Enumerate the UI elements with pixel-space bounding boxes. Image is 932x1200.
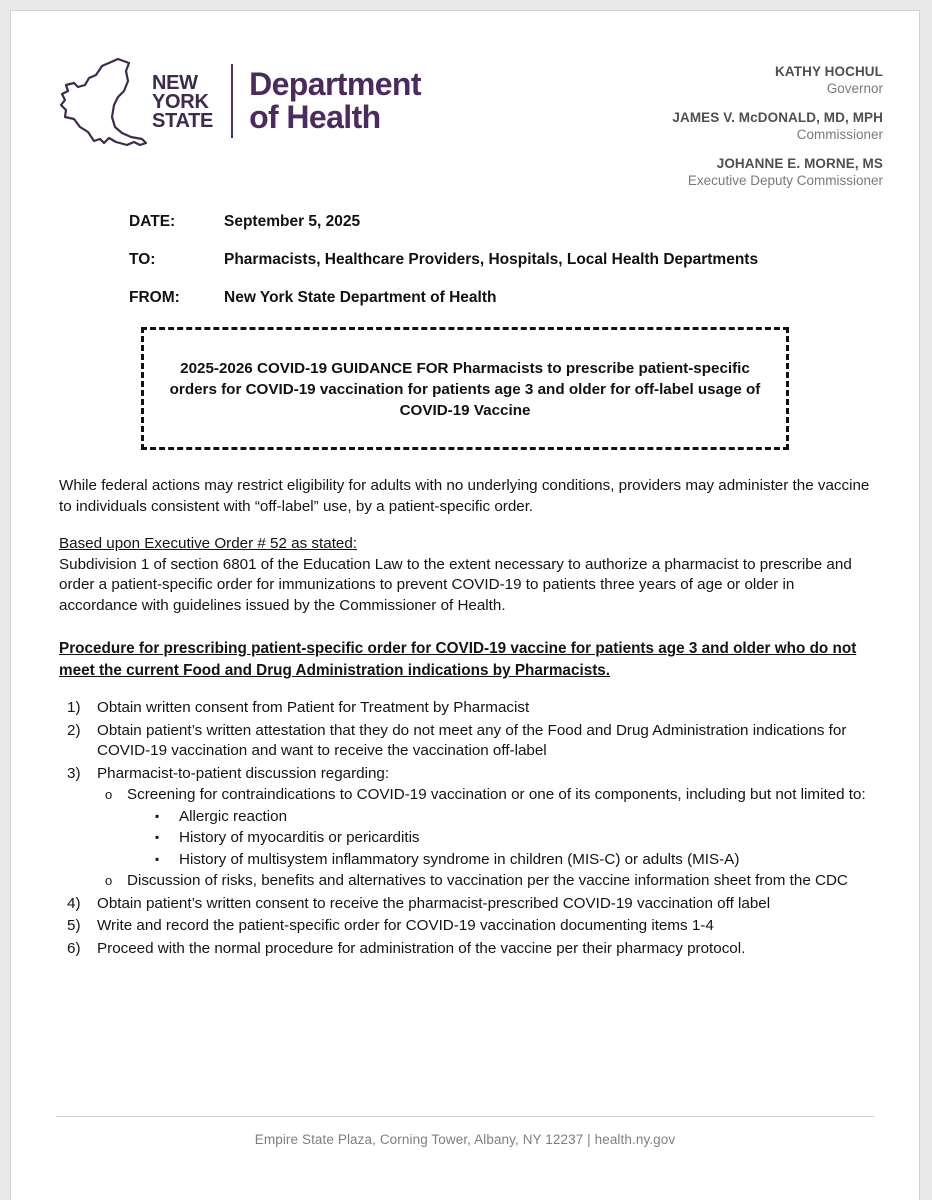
sub-bullet-text: Discussion of risks, benefits and alternatives to vaccination per the vaccine information sheet from the CDC bbox=[127, 872, 848, 889]
procedure-step bbox=[59, 916, 874, 937]
square-bullet-icon: ▪ bbox=[155, 830, 160, 844]
step-number: 6) bbox=[67, 939, 81, 957]
logo-department-words bbox=[249, 68, 421, 134]
step-text: Pharmacist-to-patient discussion regarding: bbox=[97, 764, 390, 782]
official-title: Governor bbox=[826, 81, 883, 96]
subsub-bullet-text: Allergic reaction bbox=[179, 807, 288, 825]
step-text: Obtain written consent from Patient for Treatment by Pharmacist bbox=[97, 699, 530, 716]
step-text: Write and record the patient-specific order for COVID-19 vaccination documenting items 1-4 bbox=[97, 917, 714, 934]
subsub-bullet-text: History of myocarditis or pericarditis bbox=[179, 829, 420, 846]
procedure-step-list bbox=[59, 698, 874, 959]
square-bullet-icon: ▪ bbox=[155, 851, 160, 866]
memo-label-date: DATE: bbox=[129, 213, 176, 230]
official-title: Commissioner bbox=[796, 127, 883, 142]
new-york-state-outline-icon bbox=[56, 53, 160, 149]
guidance-title-box bbox=[141, 327, 789, 450]
subsub-bullet bbox=[127, 807, 874, 828]
procedure-step bbox=[59, 894, 874, 915]
sub-bullet-text: Screening for contraindications to COVID-19 vaccination or one of its components, including but not limited to: bbox=[127, 786, 866, 803]
logo-divider bbox=[231, 64, 233, 138]
circle-bullet-icon: o bbox=[105, 787, 113, 802]
document-footer bbox=[11, 1116, 919, 1147]
procedure-step bbox=[59, 698, 874, 719]
official-entry bbox=[672, 109, 883, 143]
step-subsub-list bbox=[127, 807, 874, 871]
step-number: 2) bbox=[67, 721, 81, 739]
procedure-step bbox=[59, 721, 874, 762]
logo-state-words bbox=[152, 72, 213, 131]
executive-order-text: Subdivision 1 of section 6801 of the Education Law to the extent necessary to authorize a pharmacist to prescribe and order a patient-specific order for immunizations to prevent COVID-19 to patients three years of age or older in accordance with guidelines issued by the Commissioner of Health. bbox=[59, 555, 852, 614]
official-entry bbox=[672, 155, 883, 189]
subsub-bullet bbox=[127, 828, 874, 849]
logo-state-line-1: NEW bbox=[152, 71, 198, 94]
logo-state-line-3: STATE bbox=[152, 109, 214, 132]
document-body bbox=[59, 476, 874, 959]
executive-order-heading: Based upon Executive Order # 52 as stated: bbox=[59, 535, 358, 552]
guidance-title-text: 2025-2026 COVID-19 GUIDANCE FOR Pharmacists to prescribe patient-specific orders for COVID-19 vaccination for patients age 3 and older for off-label usage of COVID-19 Vaccine bbox=[169, 360, 761, 419]
subsub-bullet-text: History of multisystem inflammatory syndrome in children (MIS-C) or adults (MIS-A) bbox=[179, 850, 740, 868]
sub-bullet bbox=[97, 871, 874, 892]
step-number: 1) bbox=[67, 699, 81, 716]
logo-state-line-2: YORK bbox=[152, 90, 209, 113]
official-name: JOHANNE E. MORNE, MS bbox=[716, 156, 883, 171]
step-number: 5) bbox=[67, 917, 81, 934]
officials-block bbox=[672, 63, 883, 189]
official-name: KATHY HOCHUL bbox=[775, 64, 883, 79]
logo-dept-line-1: Department bbox=[249, 66, 421, 102]
logo-dept-line-2: of Health bbox=[249, 99, 381, 135]
memo-row-to bbox=[129, 251, 919, 269]
memo-value-from: New York State Department of Health bbox=[224, 289, 497, 306]
step-number: 4) bbox=[67, 894, 81, 912]
footer-address: Empire State Plaza, Corning Tower, Albany, NY 12237 | health.ny.gov bbox=[254, 1132, 676, 1147]
memo-value-date: September 5, 2025 bbox=[224, 213, 361, 230]
executive-order-block bbox=[59, 534, 874, 616]
official-entry bbox=[672, 63, 883, 97]
official-name: JAMES V. McDONALD, MD, MPH bbox=[672, 110, 883, 125]
memo-fields bbox=[129, 213, 919, 307]
document-header bbox=[11, 11, 919, 188]
procedure-step bbox=[59, 764, 874, 892]
square-bullet-icon: ▪ bbox=[155, 808, 160, 823]
subsub-bullet bbox=[127, 850, 874, 871]
nysdoh-logo bbox=[56, 53, 421, 149]
step-number: 3) bbox=[67, 764, 81, 782]
procedure-step bbox=[59, 939, 874, 960]
memo-label-to: TO: bbox=[129, 251, 156, 268]
step-text: Proceed with the normal procedure for administration of the vaccine per their pharmacy protocol. bbox=[97, 939, 746, 957]
sub-bullet bbox=[97, 785, 874, 870]
procedure-heading: Procedure for prescribing patient-specific order for COVID-19 vaccine for patients age 3 and older who do not meet the current Food and Drug Administration indications by Pharmacists. bbox=[59, 640, 857, 679]
intro-paragraph: While federal actions may restrict eligibility for adults with no underlying conditions, providers may administer the vaccine to individuals consistent with “off-label” use, by a patient-specific order. bbox=[59, 477, 870, 515]
step-sub-list bbox=[97, 785, 874, 892]
circle-bullet-icon: o bbox=[105, 873, 113, 888]
memo-row-from bbox=[129, 289, 919, 307]
step-text: Obtain patient’s written consent to receive the pharmacist-prescribed COVID-19 vaccination off label bbox=[97, 894, 771, 912]
memo-row-date bbox=[129, 213, 919, 231]
document-page bbox=[10, 10, 920, 1200]
memo-value-to: Pharmacists, Healthcare Providers, Hospitals, Local Health Departments bbox=[224, 251, 759, 268]
memo-label-from: FROM: bbox=[129, 289, 180, 306]
official-title: Executive Deputy Commissioner bbox=[687, 173, 883, 188]
step-text: Obtain patient’s written attestation that they do not meet any of the Food and Drug Administration indications for COVID-19 vaccination and want to receive the vaccination off-label bbox=[97, 721, 847, 759]
